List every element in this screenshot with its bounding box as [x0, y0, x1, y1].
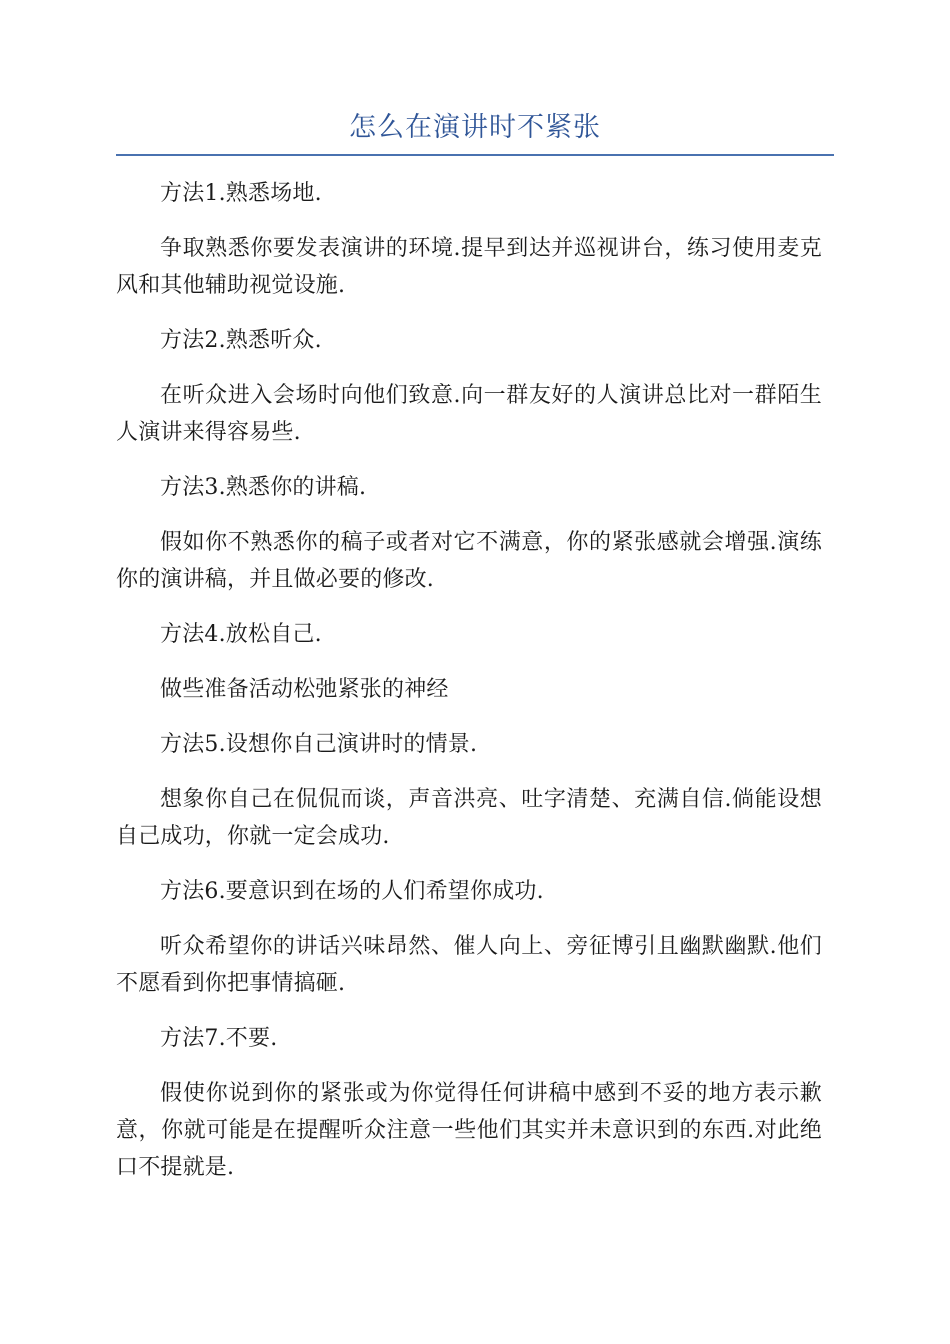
- method-heading: 方法1.熟悉场地.: [160, 181, 322, 206]
- method-text: 想象你自己在侃侃而谈，声音洪亮、吐字清楚、充满自信.倘能设想自己成功，你就一定会成功.: [116, 787, 822, 849]
- method-text: 听众希望你的讲话兴味昂然、催人向上、旁征博引且幽默幽默.他们不愿看到你把事情搞砸.: [116, 934, 822, 996]
- document-body: [116, 175, 822, 1204]
- method-heading: 方法3.熟悉你的讲稿.: [160, 475, 367, 500]
- method-text: 争取熟悉你要发表演讲的环境.提早到达并巡视讲台，练习使用麦克风和其他辅助视觉设施.: [116, 236, 822, 298]
- document-title: 怎么在演讲时不紧张: [349, 112, 601, 143]
- method-heading: 方法6.要意识到在场的人们希望你成功.: [160, 879, 544, 904]
- method-heading: 方法2.熟悉听众.: [160, 328, 322, 353]
- method-text: 假使你说到你的紧张或为你觉得任何讲稿中感到不妥的地方表示歉意，你就可能是在提醒听众注意一些他们其实并未意识到的东西.对此绝口不提就是.: [116, 1081, 822, 1180]
- title-underline: [116, 154, 834, 156]
- method-text: 假如你不熟悉你的稿子或者对它不满意，你的紧张感就会增强.演练你的演讲稿，并且做必要的修改.: [116, 530, 822, 592]
- method-text: 在听众进入会场时向他们致意.向一群友好的人演讲总比对一群陌生人演讲来得容易些.: [116, 383, 822, 445]
- method-text: 做些准备活动松弛紧张的神经: [160, 677, 449, 702]
- method-heading: 方法5.设想你自己演讲时的情景.: [160, 732, 478, 757]
- method-heading: 方法7.不要.: [160, 1026, 278, 1051]
- method-heading: 方法4.放松自己.: [160, 622, 322, 647]
